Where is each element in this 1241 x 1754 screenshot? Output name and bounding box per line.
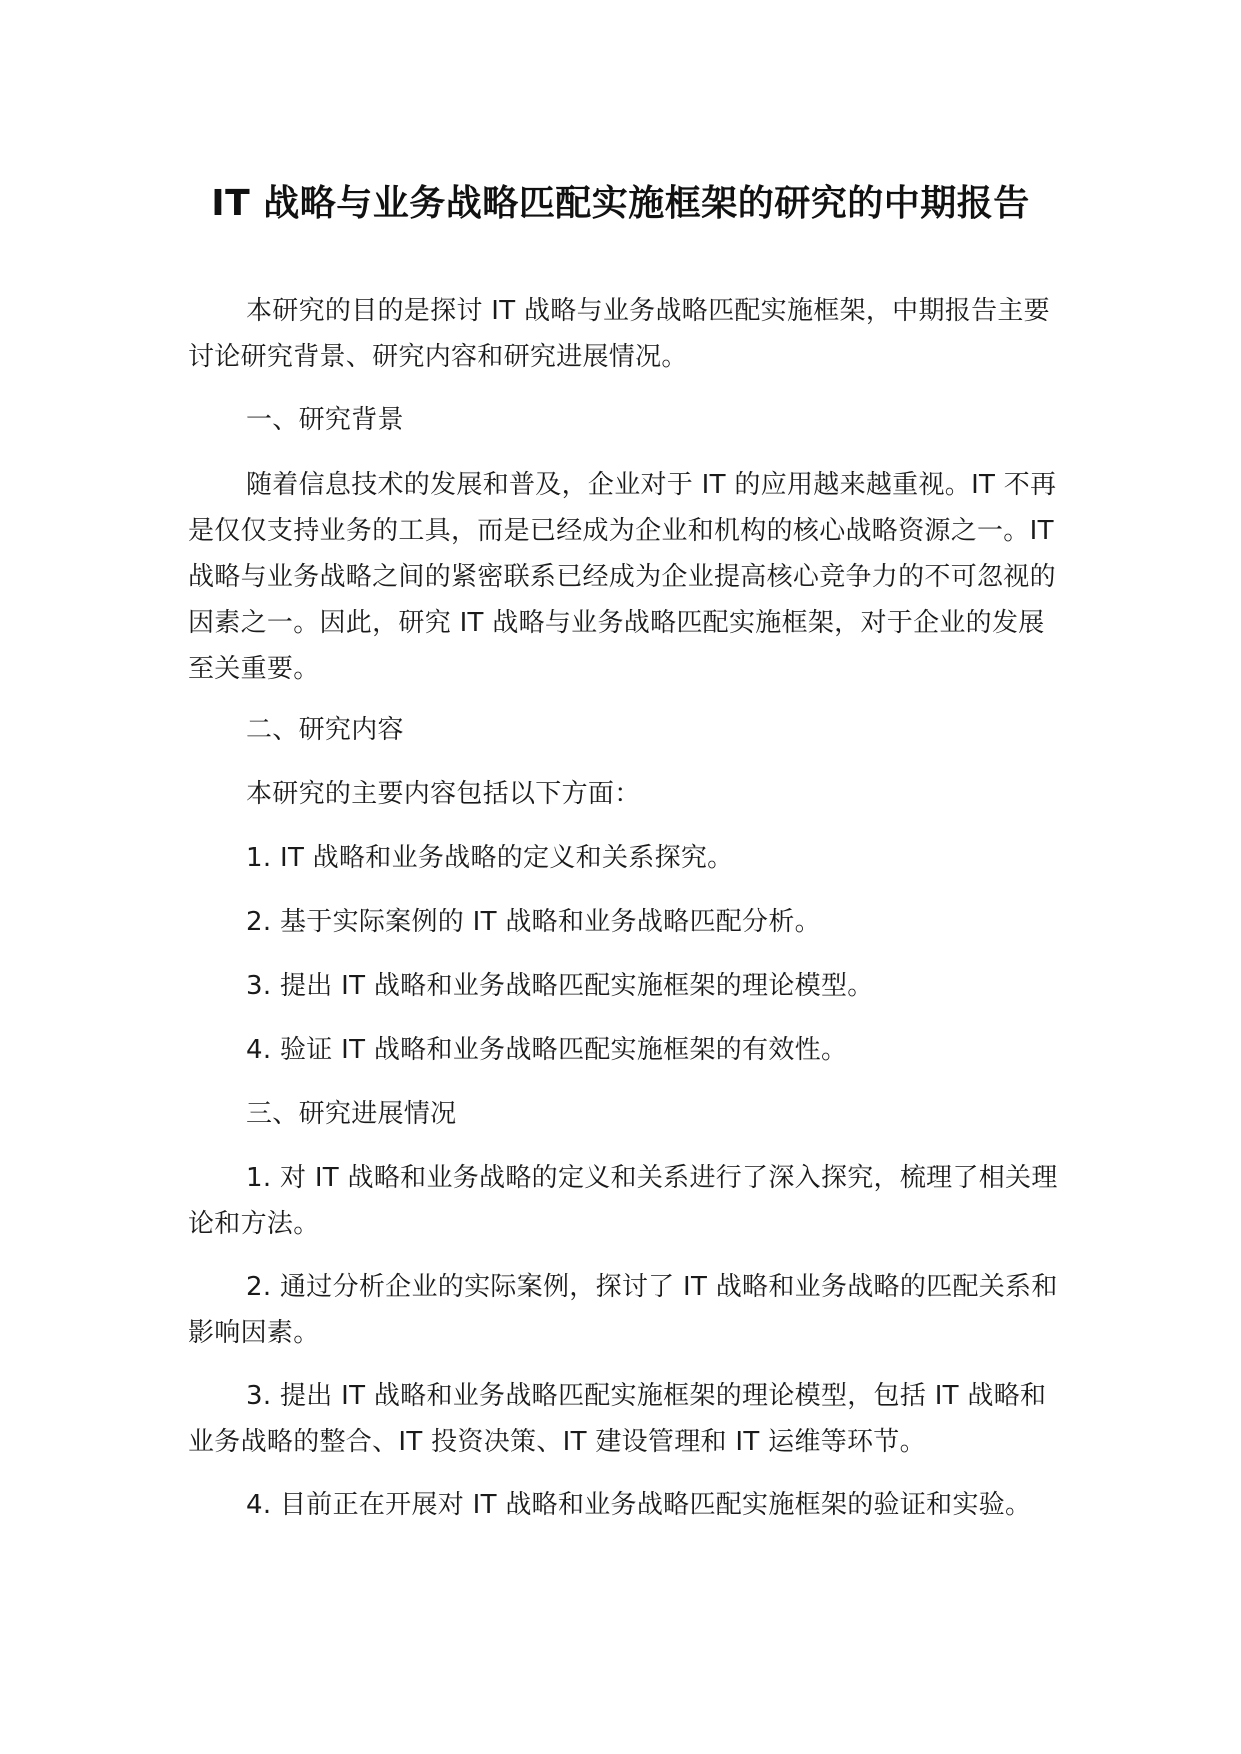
progress-item-3: 3. 提出 IT 战略和业务战略匹配实施框架的理论模型，包括 IT 战略和业务战略的整合、IT 投资决策、IT 建设管理和 IT 运维等环节。 [188,1381,1047,1457]
section-heading-progress: 三、研究进展情况 [246,1099,457,1129]
intro-paragraph: 本研究的目的是探讨 IT 战略与业务战略匹配实施框架，中期报告主要讨论研究背景、研究内容和研究进展情况。 [188,296,1050,372]
content-item-4: 4. 验证 IT 战略和业务战略匹配实施框架的有效性。 [246,1035,848,1065]
document-title: IT 战略与业务战略匹配实施框架的研究的中期报告 [211,183,1030,224]
content-item-1: 1. IT 战略和业务战略的定义和关系探究。 [246,843,734,873]
content-item-2: 2. 基于实际案例的 IT 战略和业务战略匹配分析。 [246,907,821,937]
background-paragraph: 随着信息技术的发展和普及，企业对于 IT 的应用越来越重视。IT 不再是仅仅支持业务的工具，而是已经成为企业和机构的核心战略资源之一。IT 战略与业务战略之间的紧密联系已经成为企业提高核心竞争力的不可忽视的因素之一。因此，研究 IT 战略与业务战略匹配实施框架，对于企业的发展至关重要。 [188,470,1057,684]
progress-item-2: 2. 通过分析企业的实际案例，探讨了 IT 战略和业务战略的匹配关系和影响因素。 [188,1272,1058,1348]
section-heading-content: 二、研究内容 [246,715,404,745]
progress-item-1: 1. 对 IT 战略和业务战略的定义和关系进行了深入探究，梳理了相关理论和方法。 [188,1163,1058,1239]
content-intro-paragraph: 本研究的主要内容包括以下方面： [246,779,641,809]
progress-item-4: 4. 目前正在开展对 IT 战略和业务战略匹配实施框架的验证和实验。 [246,1490,1032,1520]
content-item-3: 3. 提出 IT 战略和业务战略匹配实施框架的理论模型。 [246,971,874,1001]
section-heading-background: 一、研究背景 [246,405,404,435]
